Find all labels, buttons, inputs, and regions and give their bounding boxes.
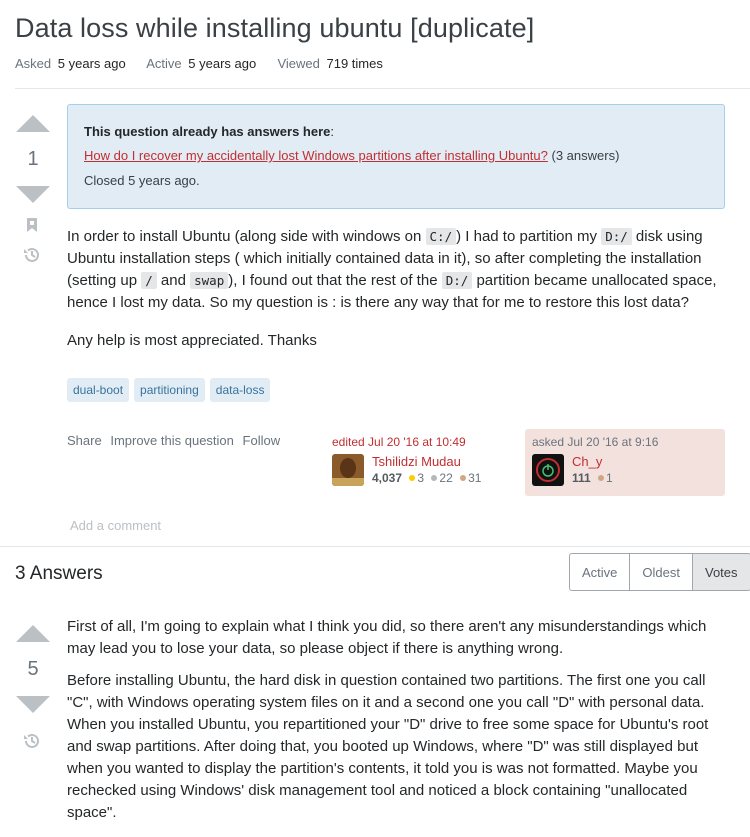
duplicate-notice [67, 104, 725, 209]
silver-badge-icon [431, 475, 437, 481]
improve-question-link[interactable]: Improve this question [110, 433, 234, 448]
gold-badge-icon [409, 475, 415, 481]
history-icon[interactable] [23, 246, 41, 264]
tag-data-loss[interactable]: data-loss [210, 378, 271, 402]
asked-value: 5 years ago [57, 56, 126, 71]
answers-divider [0, 546, 750, 547]
edited-timestamp[interactable]: edited Jul 20 '16 at 10:49 [332, 435, 466, 449]
history-icon[interactable] [23, 732, 41, 750]
question-body [67, 226, 727, 352]
asked-label: Asked [15, 56, 52, 71]
post-menu [67, 433, 285, 448]
downvote-arrow-icon[interactable] [16, 186, 50, 203]
duplicate-answers-count: (3 answers) [551, 148, 620, 163]
asker-card [525, 429, 725, 496]
downvote-arrow-icon[interactable] [16, 696, 50, 713]
asked-timestamp[interactable]: asked Jul 20 '16 at 9:16 [532, 435, 659, 449]
code-root: / [141, 272, 157, 289]
upvote-arrow-icon[interactable] [16, 625, 50, 642]
closed-status: Closed 5 years ago. [84, 173, 200, 188]
answers-count-header: 3 Answers [15, 563, 103, 584]
question-vote-cell [15, 115, 51, 203]
share-link[interactable]: Share [67, 433, 102, 448]
asker-avatar[interactable] [532, 454, 564, 486]
asker-name[interactable]: Ch_y [572, 454, 603, 469]
title-divider [15, 88, 750, 89]
answer-sort-tabs [569, 553, 750, 591]
tag-list [67, 378, 270, 402]
answer-paragraph-2: Before installing Ubuntu, the hard disk in question contained two partitions. The first one you call "C", with Windows operating system files on it and a second one you call "D" with personal data. When you installed Ubuntu, you repartitioned your "D" drive to free some space for Ubuntu's root and swap partitions. After doing that, you booted up Windows, where "D" was still displayed but when you wanted to display the partition's contents, it told you is was not formatted. Maybe you rechecked using Windows' disk management tool and noticed a block containing "unallocated space". [67, 672, 709, 821]
tag-dual-boot[interactable]: dual-boot [67, 378, 129, 402]
follow-link[interactable]: Follow [242, 433, 281, 448]
editor-reputation: 4,037 3 22 31 [372, 471, 482, 485]
code-d-drive: D:/ [601, 228, 632, 245]
bronze-badge-icon [598, 475, 604, 481]
asker-reputation: 111 1 [572, 471, 613, 485]
answer-vote-cell [15, 625, 51, 713]
viewed-label: Viewed [277, 56, 320, 71]
answer-body [67, 616, 727, 824]
editor-avatar[interactable] [332, 454, 364, 486]
question-title[interactable]: Data loss while installing ubuntu [duplicate] [15, 13, 535, 43]
upvote-arrow-icon[interactable] [16, 115, 50, 132]
add-comment-link[interactable]: Add a comment [70, 518, 162, 533]
question-paragraph-1: In order to install Ubuntu (along side with windows on C:/ ) I had to partition my D:/ disk using Ubuntu installation steps ( which initially contained data in it), so after completing the installation (setting up / and swap ), I found out that the rest of the D:/ partition became unallocated space, hence I lost my data. So my question is : is there any way that for me to restore this lost data? [67, 228, 717, 311]
answer-vote-count: 5 [27, 658, 39, 680]
active-value[interactable]: 5 years ago [188, 56, 257, 71]
notice-heading: This question already has answers here: [84, 124, 334, 139]
code-swap: swap [190, 272, 228, 289]
editor-card [325, 429, 525, 496]
sort-oldest-tab[interactable]: Oldest [630, 554, 693, 590]
answer-paragraph-1: First of all, I'm going to explain what I think you did, so there aren't any misunderstandings which may lead you to lose your data, so please object if there is anything wrong. [67, 618, 707, 657]
code-d-drive-2: D:/ [442, 272, 473, 289]
question-paragraph-2: Any help is most appreciated. Thanks [67, 332, 317, 349]
bronze-badge-icon [460, 475, 466, 481]
question-vote-count: 1 [27, 148, 39, 170]
tag-partitioning[interactable]: partitioning [134, 378, 205, 402]
code-c-drive: C:/ [426, 228, 457, 245]
bookmark-icon[interactable] [26, 217, 38, 233]
sort-active-tab[interactable]: Active [570, 554, 630, 590]
question-meta [15, 56, 383, 71]
active-label: Active [146, 56, 182, 71]
duplicate-question-link[interactable]: How do I recover my accidentally lost Windows partitions after installing Ubuntu? [84, 148, 548, 163]
sort-votes-tab[interactable]: Votes [693, 554, 750, 590]
viewed-value: 719 times [326, 56, 383, 71]
editor-name[interactable]: Tshilidzi Mudau [372, 454, 461, 469]
